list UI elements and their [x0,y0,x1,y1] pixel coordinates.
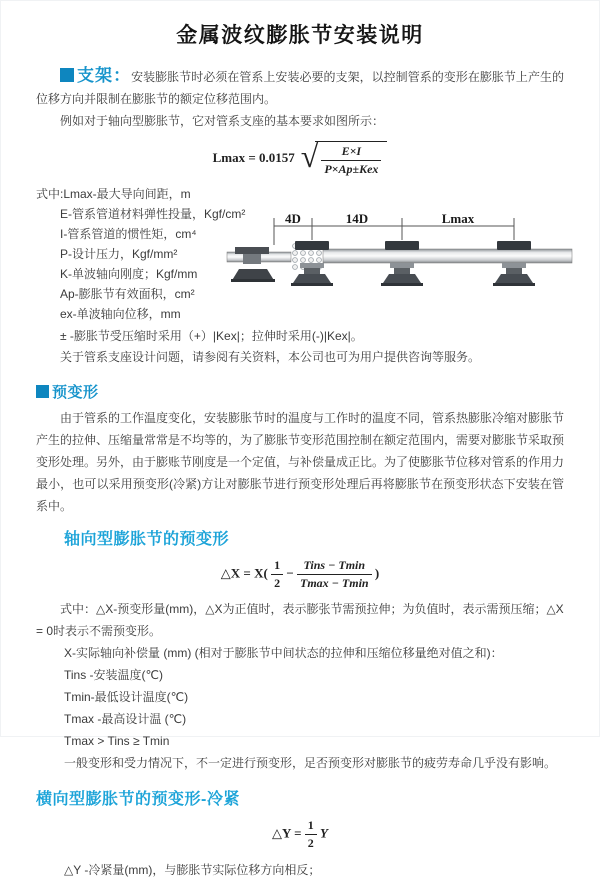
definition-item: ex-单波轴向位移，mm [60,307,181,321]
half-fraction [271,558,283,591]
sqrt-radical [300,138,388,177]
axial-definitions-list [64,642,564,774]
definition-item: P-设计压力，Kgf/mm² [60,247,178,261]
axial-definition-item: Tins -安装温度(℃) [64,668,164,682]
axial-subheading: 轴向型膨胀节的预变形 [64,531,230,548]
anchor-support [231,247,275,282]
dimension-label-4d: 4D [285,211,301,226]
half-numerator: 1 [305,818,317,835]
support-intro-text: 安装膨胀节时必须在管系上安装必要的支架，以控制管系的变形在膨胀节上产生的位移方向并限制在膨胀节的额定位移范围内。 [36,70,564,106]
consulting-note: 关于管系支座设计问题，请参阅有关资料，本公司也可为用户提供咨询等服务。 [60,350,481,364]
definition-item: 式中:Lmax-最大导向间距，m [36,187,191,201]
axial-formula-lhs: △X = X( [220,565,268,581]
axial-definition-item: 一般变形和受力情况下，不一定进行预变形，足否预变形对膨胀节的疲劳寿命几乎没有影响。 [64,756,557,770]
axial-definition-item: Tmin-最低设计温度(℃) [64,690,189,704]
definition-item: I-管系管道的惯性矩，cm⁴ [60,227,197,241]
half-denominator: 2 [274,576,281,590]
axial-definition-item: Tmax > Tins ≥ Tmin [64,734,170,748]
support-heading-label: 支架： [77,66,132,85]
definition-item: Ap-膨胀节有效面积，cm² [60,287,195,301]
section-marker-icon [36,385,49,398]
temperature-denominator: Tmax − Tmin [299,576,369,590]
section-marker-icon [60,68,74,82]
predeform-paragraph: 由于管系的工作温度变化，安装膨胀节时的温度与工作时的温度不同，管系热膨胀冷缩对膨胀节产生的拉伸、压缩量常常是不均等的，为了膨胀节变形范围控制在额定范围内，需要对膨胀节采取预变形处理。另外，由于膨账节刚度是一个定值，与补偿量成正比。为了使膨胀节位移对管系的作用力最小，也可以采用预变形(冷紧)方让对膨胀节进行预变形处理后再将膨胀节在预变形状态下安装在管系中。 [36,411,565,513]
lateral-subheading: 横向型膨胀节的预变形-冷紧 [36,791,240,808]
lateral-formula-rhs: Y [320,825,328,841]
lmax-formula-numerator: E×I [321,144,381,161]
axial-formula [36,558,564,591]
temperature-fraction [297,558,372,591]
half-fraction [305,818,317,851]
lateral-formula [36,818,564,851]
support-example-line: 例如对于轴向型膨胀节，它对管系支座的基本要求如图所示： [60,114,385,128]
guide-support [291,241,333,286]
definition-item: K-单波轴向刚度；Kgf/mm [60,267,198,281]
half-numerator: 1 [271,558,283,575]
definition-item: E-管系管道材料弹性投量，Kgf/cm² [60,207,246,221]
support-section-heading [60,66,131,85]
lmax-formula-lhs: Lmax = 0.0157 [212,149,295,165]
page-title: 金属波纹膨胀节安装说明 [176,24,424,47]
dimension-label-lmax: Lmax [441,211,475,226]
guide-support [381,241,423,286]
dimension-line [274,218,514,245]
pipe-support-diagram [227,212,572,307]
lmax-formula-denominator: P×Ap±Kex [324,162,379,176]
axial-explain-paragraph: 式中：△X-预变形量(mm)，△X为正值时，表示膨张节需预拉伸；为负值时，表示需预压缩；△X = 0时表示不需预变形。 [36,602,564,638]
half-denominator: 2 [307,836,314,850]
lateral-formula-lhs: △Y = [271,825,302,841]
axial-definition-item: Tmax -最高设计温 (℃) [64,712,187,726]
predeform-section-heading [36,381,564,402]
temperature-numerator: Tins − Tmin [297,558,372,575]
lateral-note: △Y -冷紧量(mm)，与膨胀节实际位移方向相反； [64,863,321,877]
minus-sign: − [286,565,294,581]
predeform-heading-label: 预变形 [52,384,99,401]
sign-convention-note: ± -膨胀节受压缩时采用（+）|Kex|；拉伸时采用(-)|Kex|。 [60,329,363,343]
right-paren: ) [374,565,380,581]
pipe-main-segment [323,249,572,263]
axial-definition-item: X-实际轴向补偿量 (mm) (相对于膨胀节中间状态的拉伸和压缩位移量绝对值之和)： [64,646,503,660]
guide-support [493,241,535,286]
lmax-formula [36,138,564,177]
dimension-label-14d: 14D [345,211,369,226]
support-intro-paragraph [36,65,564,110]
radical-sign-icon: √ [300,138,319,174]
definitions-and-diagram [36,184,564,326]
